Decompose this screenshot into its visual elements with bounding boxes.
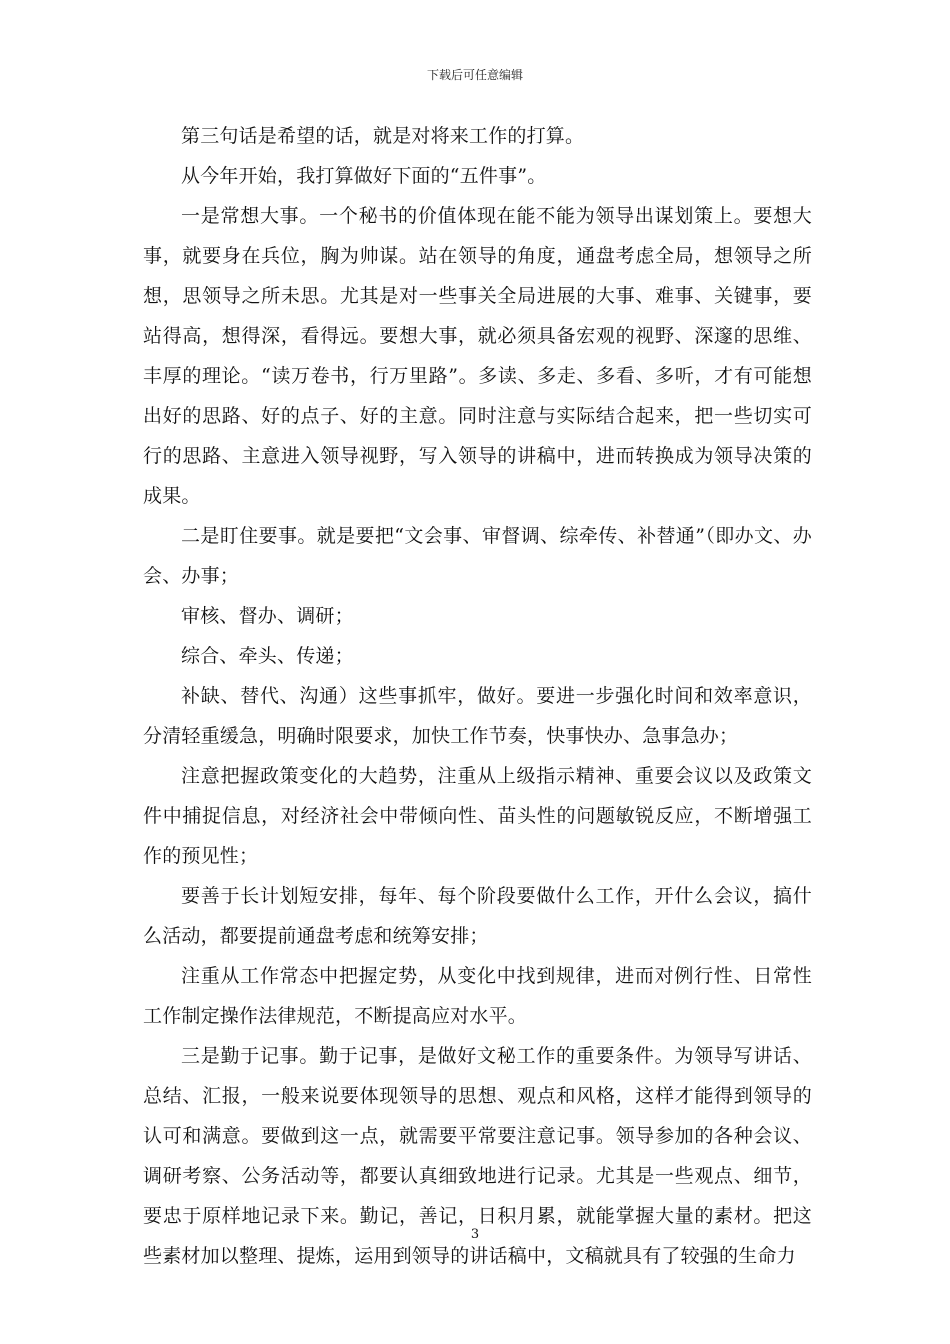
paragraph-4: 二是盯住要事。就是要把“文会事、审督调、综牵传、补替通”（即办文、办会、办事； — [143, 525, 812, 587]
page-number: 3 — [470, 1227, 480, 1242]
paragraph-10: 注重从工作常态中把握定势，从变化中找到规律，进而对例行性、日常性工作制定操作法律规范，不断提高应对水平。 — [143, 965, 812, 1027]
paragraph-3: 一是常想大事。一个秘书的价值体现在能不能为领导出谋划策上。要想大事，就要身在兵位，胸为帅谋。站在领导的角度，通盘考虑全局，想领导之所想，思领导之所未思。尤其是对一些事关全局进展的大事、难事、关键事，要站得高，想得深，看得远。要想大事，就必须具备宏观的视野、深邃的思维、丰厚的理论。“读万卷书，行万里路”。多读、多走、多看、多听，才有可能想出好的思路、好的点子、好的主意。同时注意与实际结合起来，把一些切实可行的思路、主意进入领导视野，写入领导的讲稿中，进而转换成为领导决策的成果。 — [143, 205, 812, 507]
paragraph-7: 补缺、替代、沟通）这些事抓牢，做好。要进一步强化时间和效率意识，分清轻重缓急，明确时限要求，加快工作节奏，快事快办、急事急办； — [143, 685, 812, 747]
paragraph-1: 第三句话是希望的话，就是对将来工作的打算。 — [181, 125, 585, 147]
paragraph-5: 审核、督办、调研； — [181, 605, 354, 627]
document-body — [143, 116, 812, 1276]
paragraph-11: 三是勤于记事。勤于记事，是做好文秘工作的重要条件。为领导写讲话、总结、汇报，一般来说要体现领导的思想、观点和风格，这样才能得到领导的认可和满意。要做到这一点，就需要平常要注意记事。领导参加的各种会议、调研考察、公务活动等，都要认真细致地进行记录。尤其是一些观点、细节，要忠于原样地记录下来。勤记，善记，日积月累，就能掌握大量的素材。把这些素材加以整理、提炼，运用到领导的讲话稿中，文稿就具有了较强的生命力 — [143, 1045, 812, 1267]
page-header: 下载后可任意编辑 — [426, 68, 523, 82]
paragraph-9: 要善于长计划短安排，每年、每个阶段要做什么工作，开什么会议，搞什么活动，都要提前通盘考虑和统筹安排； — [143, 885, 812, 947]
paragraph-6: 综合、牵头、传递； — [181, 645, 354, 667]
paragraph-2: 从今年开始，我打算做好下面的“五件事”。 — [181, 165, 547, 187]
paragraph-8: 注意把握政策变化的大趋势，注重从上级指示精神、重要会议以及政策文件中捕捉信息，对经济社会中带倾向性、苗头性的问题敏锐反应，不断增强工作的预见性； — [143, 765, 812, 867]
